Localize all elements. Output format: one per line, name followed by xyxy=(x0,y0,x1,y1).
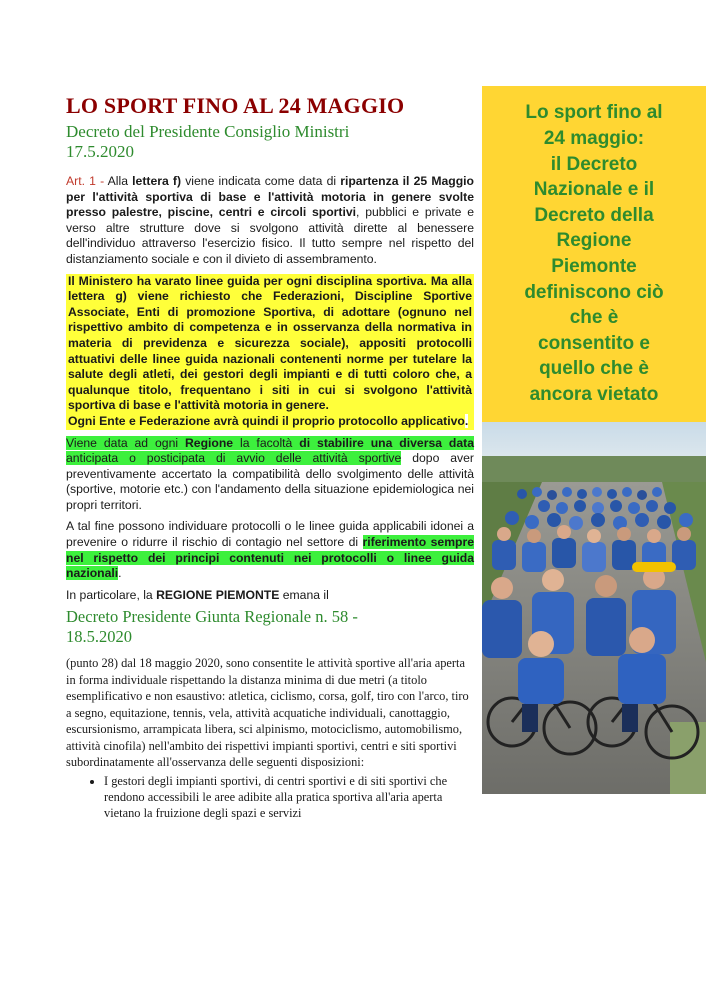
decree-subtitle-line1: Decreto del Presidente Consiglio Ministri xyxy=(66,122,350,141)
regione-text1: Viene data ad ogni xyxy=(66,435,185,450)
piemonte-text1: In particolare, la xyxy=(66,587,157,602)
decree-subtitle-line2: 17.5.2020 xyxy=(66,142,134,161)
cyclists-photo xyxy=(482,422,706,794)
ministero-protocol-text: Ogni Ente e Federazione avrà quindi il proprio protocollo applicativo xyxy=(68,413,465,428)
piemonte-text3: emana il xyxy=(279,587,329,602)
punto28-label: (punto 28) xyxy=(66,656,118,671)
sidebar-line: consentito e xyxy=(538,332,650,354)
list-item: • I gestori degli impianti sportivi, di centri sportivi e di siti sportivi che rendono accessibili le aree adibite alla pratica sportiva all'aria aperta vietano la fruizione degli spazi e servizi xyxy=(104,773,474,821)
page-title: LO SPORT FINO AL 24 MAGGIO xyxy=(66,93,405,118)
sidebar-line: che è xyxy=(569,307,619,329)
art1-text5: , pubblici e private e verso altre strutture dove si svolgono attività dirette al benessere dell'individuo attraverso l'esercizio fisico. Il tutto sempre nel rispetto del distanziamento sociale e con il divieto di assembramento. xyxy=(66,205,474,266)
ministero-paragraph: Il Ministero ha varato linee guida per ogni disciplina sportiva. Ma alla lettera g) viene richiesto che Federazioni, Discipline Sportive Associate, Enti di promozione Sportiva, di adottare (ognuno nel rispettivo ambito di competenza e in osservanza della normativa in materia di previdenza e sicurezza sociale), appositi protocolli attuativi delle linee guida nazionali contenenti norme per tutelare la salute degli atleti, dei gestori degli impianti e di tutti coloro che, a qualunque titolo, frequentano i siti in cui si svolgono l'attività sportiva di base e l'attività motoria in genere. xyxy=(68,273,472,413)
regione-paragraph xyxy=(66,436,474,514)
sidebar-line: ancora vietato xyxy=(529,383,659,405)
art1-label: Art. 1 - xyxy=(66,174,108,188)
regione-text5: anticipata o posticipata di avvio delle attività sportive xyxy=(66,451,402,466)
piemonte-bold: REGIONE PIEMONTE xyxy=(156,587,280,602)
protocolli-end: . xyxy=(118,566,122,581)
regional-decree-line1: Decreto Presidente Giunta Regionale n. 58 - xyxy=(66,607,358,627)
sidebar-line: Regione xyxy=(556,230,632,252)
regional-decree-title xyxy=(66,607,474,647)
sidebar-box xyxy=(482,86,706,422)
ministero-paragraph2 xyxy=(68,414,472,430)
protocolli-highlight: riferimento sempre nel rispetto dei principi contenuti nei protocolli o linee guida nazionali xyxy=(66,535,474,581)
cyclists-photo-icon xyxy=(482,422,706,794)
protocolli-text1: A tal fine possono individuare protocolli o le linee guida applicabili idonei a prevenire o ridurre il rischio di contagio nel settore di xyxy=(66,519,474,550)
sidebar-line: Piemonte xyxy=(551,256,637,277)
protocolli-paragraph xyxy=(66,519,474,581)
art1-letter: lettera f) xyxy=(132,174,182,188)
sidebar-line: Lo sport fino al xyxy=(525,102,663,124)
sidebar-text xyxy=(516,100,671,407)
disposizioni-list xyxy=(66,773,474,821)
regione-text3: la facoltà xyxy=(233,435,300,450)
sidebar-line: 24 maggio: xyxy=(543,128,645,150)
decree-subtitle xyxy=(66,122,474,162)
ministero-period: . xyxy=(464,413,469,428)
regione-text6: dopo aver preventivamente accertato la compatibilità dello svolgimento delle attività (sportive, motorie etc.) con l'andamento della situazione epidemiologica nei propri territori. xyxy=(66,451,474,512)
regional-decree-line2: 18.5.2020 xyxy=(66,627,132,647)
art1-text3: viene indicata come data di xyxy=(181,174,341,188)
regione-diversa-data: di stabilire una diversa data xyxy=(299,435,474,450)
punto28-paragraph xyxy=(66,655,474,771)
sidebar-line: quello che è xyxy=(539,358,649,380)
sidebar-line: Decreto della xyxy=(534,204,654,226)
sidebar-line: Nazionale e il xyxy=(533,179,655,201)
art1-text1: Alla xyxy=(107,174,133,188)
art1-bold-text: ripartenza il 25 Maggio per l'attività sportiva di base e l'attività motoria in genere svolte presso palestre, piscine, centri e circoli sportivi xyxy=(66,174,474,220)
sidebar-line: il Decreto xyxy=(550,153,638,175)
regione-bold: Regione xyxy=(185,435,234,450)
sidebar-line: definiscono ciò xyxy=(524,281,664,303)
main-column xyxy=(66,94,474,821)
ministero-block xyxy=(66,274,474,430)
punto28-text: dal 18 maggio 2020, sono consentite le attività sportive all'aria aperta in forma individuale rispettando la distanza minima di due metri (a titolo esemplificativo e non esaustivo: atletica, ciclismo, corsa, golf, tiro con l'arco, tiro a segno, equitazione, tennis, vela, attività acquatiche individuali, canottaggio, escursionismo, arrampicata libera, sci alpinismo, motociclismo, automobilismo, attività cinofila) nell'ambito dei rispettivi impianti sportivi, centri e siti sportivi subordinatamente all'osservanza delle seguenti disposizioni: xyxy=(66,656,469,770)
piemonte-paragraph xyxy=(66,588,474,604)
art1-paragraph xyxy=(66,174,474,268)
